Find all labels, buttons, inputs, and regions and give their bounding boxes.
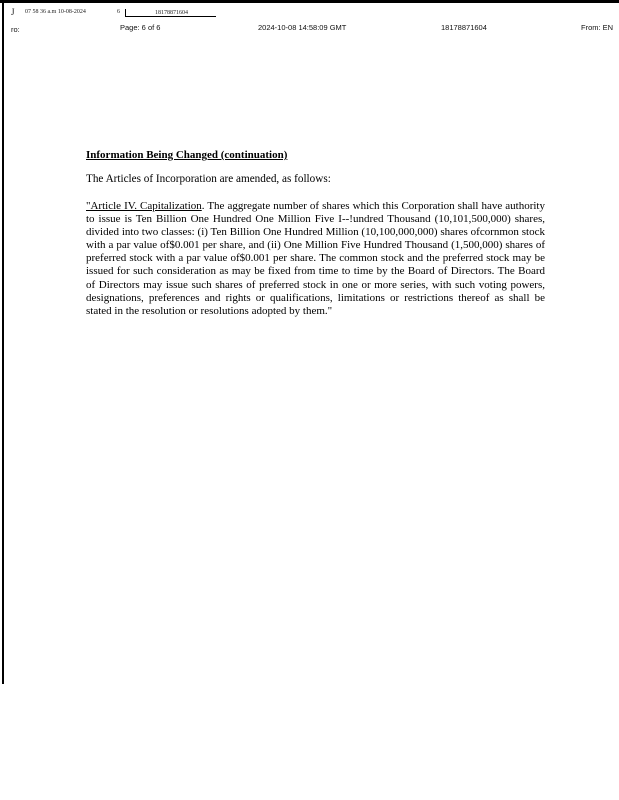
fax-header-to: ro: <box>11 25 20 34</box>
fax-stamp-time: 07 58 36 a.m 10-08-2024 <box>25 9 86 15</box>
document-content <box>86 149 545 318</box>
article-body: . The aggregate number of shares which this Corporation shall have authority to issue is Ten Billion One Hundred One Million Five I--!undred Thousand (10,101,500,000) shares, divided into two classes: (i) Ten Billion One Hundred Million (10,100,000,000) shares ofcornmon stock with a par value of$0.001 per share, and (ii) One Million Five Hundred Thousand (1,500,000) shares of preferred stock with a par value of$0.001 per share. The common stock and the preferred stock may be issued for such consideration as may be fixed from time to time by the Board of Directors. The Board of Directors may issue such shares of preferred stock in one or more series, with such voting powers, designations, preferences and rights or qualifications, limitations or restrictions thereof as shall be stated in the resolution or resolutions adopted by them." <box>86 200 545 317</box>
fax-stamp-page: 6 <box>117 9 120 15</box>
article-paragraph <box>86 200 545 318</box>
page-frame-left <box>2 0 4 684</box>
fax-stamp-mark: J <box>11 7 15 17</box>
page-frame-top <box>0 0 619 3</box>
fax-header-number: 18178871604 <box>441 23 487 32</box>
fax-stamp-number: 18178871604 <box>125 9 216 17</box>
fax-header-datetime: 2024-10-08 14:58:09 GMT <box>258 23 347 32</box>
fax-header-from: From: EN <box>581 23 614 32</box>
intro-text: The Articles of Incorporation are amended, as follows: <box>86 173 331 185</box>
fax-header-page: Page: 6 of 6 <box>120 23 161 32</box>
section-title: Information Being Changed (continuation) <box>86 149 288 161</box>
article-heading: "Article IV. Capitalization <box>86 200 202 212</box>
